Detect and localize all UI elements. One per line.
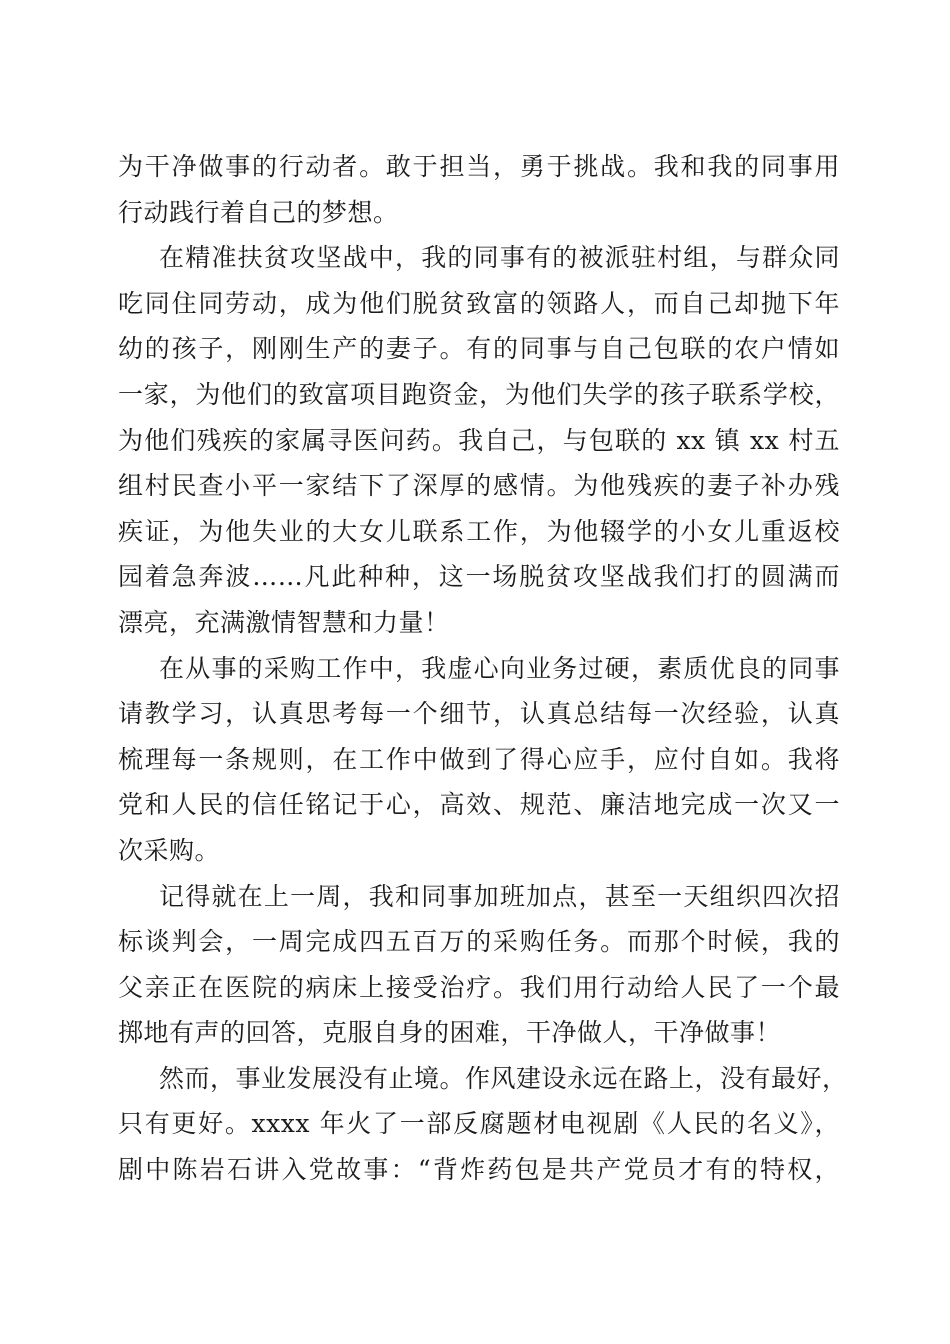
text-line: 为他们残疾的家属寻医问药。我自己，与包联的 xx 镇 xx 村五 [118, 425, 840, 455]
text-line: 吃同住同劳动，成为他们脱贫致富的领路人，而自己却抛下年 [118, 288, 840, 318]
paragraph-5 [118, 1056, 848, 1193]
text-line: 梳理每一条规则，在工作中做到了得心应手，应付自如。我将 [118, 744, 840, 774]
text-line: 行动践行着自己的梦想。 [118, 197, 399, 227]
text-line: 幼的孩子，刚刚生产的妻子。有的同事与自己包联的农户情如 [118, 334, 840, 364]
text-line: 一家，为他们的致富项目跑资金，为他们失学的孩子联系学校， [118, 379, 840, 409]
text-line: 园着急奔波……凡此种种，这一场脱贫攻坚战我们打的圆满而 [118, 562, 840, 592]
document-body [118, 144, 848, 1193]
text-line: 标谈判会，一周完成四五百万的采购任务。而那个时候，我的 [118, 927, 840, 957]
text-line: 剧中陈岩石讲入党故事：“背炸药包是共产党员才有的特权， [118, 1155, 840, 1185]
paragraph-2 [118, 235, 840, 645]
text-line: 次采购。 [118, 835, 221, 865]
text-line: 只有更好。xxxx 年火了一部反腐题材电视剧《人民的名义》， [118, 1109, 840, 1139]
text-line: 记得就在上一周，我和同事加班加点，甚至一天组织四次招 [159, 881, 840, 911]
text-line: 漂亮，充满激情智慧和力量！ [118, 607, 450, 637]
text-line: 为干净做事的行动者。敢于担当，勇于挑战。我和我的同事用 [118, 152, 840, 181]
paragraph-1 [118, 144, 840, 235]
text-line: 党和人民的信任铭记于心，高效、规范、廉洁地完成一次又一 [118, 790, 840, 820]
text-line: 在从事的采购工作中，我虚心向业务过硬，素质优良的同事 [159, 653, 840, 683]
text-line: 然而，事业发展没有止境。作风建设永远在路上，没有最好， [159, 1063, 848, 1093]
text-line: 掷地有声的回答，克服自身的困难，干净做人，干净做事！ [118, 1018, 782, 1048]
text-line: 请教学习，认真思考每一个细节，认真总结每一次经验，认真 [118, 699, 840, 729]
text-line: 疾证，为他失业的大女儿联系工作，为他辍学的小女儿重返校 [118, 516, 840, 546]
paragraph-4 [118, 874, 840, 1056]
text-line: 在精准扶贫攻坚战中，我的同事有的被派驻村组，与群众同 [159, 243, 840, 273]
paragraph-3 [118, 646, 840, 874]
text-line: 父亲正在医院的病床上接受治疗。我们用行动给人民了一个最 [118, 972, 840, 1002]
text-line: 组村民查小平一家结下了深厚的感情。为他残疾的妻子补办残 [118, 471, 840, 501]
